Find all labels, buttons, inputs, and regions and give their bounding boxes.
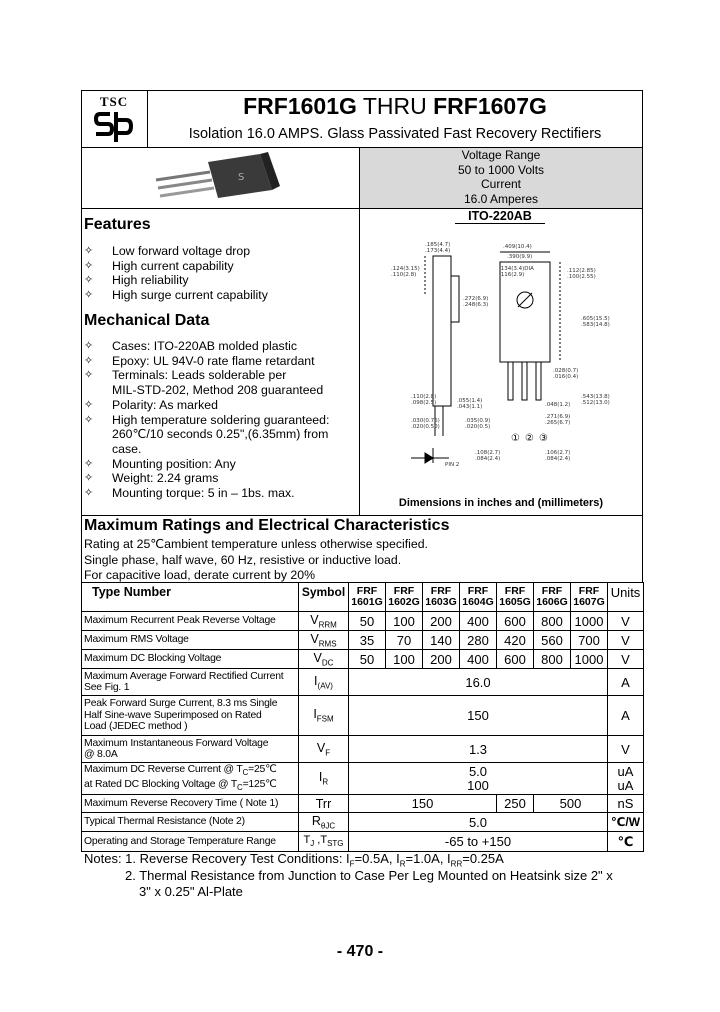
param-label: Maximum RMS Voltage	[82, 631, 299, 650]
current-label: Current	[480, 177, 521, 192]
list-item: MIL-STD-202, Method 208 guaranteed	[112, 383, 324, 398]
value-cell: 1000	[571, 650, 608, 669]
svg-text:.124(3.15): .124(3.15)	[391, 266, 420, 272]
voltage-range-value: 50 to 1000 Volts	[457, 162, 545, 177]
value-cell: 420	[497, 631, 534, 650]
symbol-cell: $I_{(AV)}$	[299, 669, 349, 696]
current-value: 16.0 Amperes	[463, 191, 539, 206]
unit-cell: uA uA	[608, 763, 644, 795]
svg-text:.110(2.8): .110(2.8)	[411, 394, 437, 400]
bullet-icon: ✧	[84, 340, 94, 352]
value-cell: 800	[534, 650, 571, 669]
param-label: Peak Forward Surge Current, 8.3 ms Single Half Sine-wave Superimposed on Rated Load (JEDEC method )	[82, 696, 299, 736]
package-name: ITO-220AB	[455, 209, 545, 224]
bullet-icon: ✧	[84, 245, 94, 257]
unit-cell: nS	[608, 795, 644, 813]
note-2-line-1: 2. Thermal Resistance from Junction to Case Per Leg Mounted on Heatsink size 2" x	[125, 868, 613, 883]
symbol-cell: $V_F$	[299, 736, 349, 763]
ratings-heading: Maximum Ratings and Electrical Characteristics	[84, 517, 450, 534]
pin-2-label: ②	[525, 433, 534, 444]
rating-note-2: Single phase, half wave, 60 Hz, resistive or inductive load.	[84, 553, 402, 567]
svg-text:.272(6.9): .272(6.9)	[463, 296, 489, 302]
model-header: FRF 1604G	[460, 583, 497, 612]
symbol-cell: $T_J$ $,T_{STG}$	[299, 832, 349, 852]
value-cell: 35	[349, 631, 386, 650]
param-label: Maximum Instantaneous Forward Voltage @ 8.0A	[82, 736, 299, 763]
svg-text:.390(9.9): .390(9.9)	[507, 254, 533, 260]
svg-text:.035(0.9): .035(0.9)	[465, 418, 491, 424]
title-part-thru: THRU	[356, 93, 434, 119]
symbol-header: Symbol	[299, 583, 349, 612]
list-item: ✧ Epoxy: UL 94V-0 rate flame retardant	[84, 353, 315, 368]
table-row	[82, 795, 644, 813]
table-row	[82, 813, 644, 832]
table-row	[82, 832, 644, 852]
svg-text:.100(2.55): .100(2.55)	[567, 274, 596, 280]
units-header: Units	[608, 583, 644, 612]
model-header: FRF 1601G	[349, 583, 386, 612]
product-photo	[150, 150, 290, 206]
symbol-cell: $I_R$	[299, 763, 349, 795]
svg-text:.248(6.3): .248(6.3)	[463, 302, 489, 308]
logo-mark-icon	[94, 110, 134, 144]
svg-text:.543(13.8): .543(13.8)	[581, 394, 610, 400]
svg-text:PIN 2: PIN 2	[445, 462, 460, 468]
unit-cell: V	[608, 650, 644, 669]
param-label: Maximum Reverse Recovery Time ( Note 1)	[82, 795, 299, 813]
ratings-table	[81, 582, 644, 852]
svg-text:.028(0.7): .028(0.7)	[553, 368, 579, 374]
svg-text:.110(2.8): .110(2.8)	[391, 272, 417, 278]
value-cell: 5.0	[349, 813, 608, 832]
note-1: Notes: 1. Reverse Recovery Test Conditions: $I_F=0.5A$, $I_R=1.0A$, $I_{RR}=0.25A$	[84, 851, 504, 869]
company-logo	[83, 92, 145, 146]
value-cell: 800	[534, 612, 571, 631]
pin-3-label: ③	[539, 433, 548, 444]
title-part-start: FRF1601G	[243, 93, 357, 119]
value-cell: 1000	[571, 612, 608, 631]
svg-text:.605(15.5): .605(15.5)	[581, 316, 610, 322]
unit-cell: A	[608, 669, 644, 696]
value-cell: 5.0 100	[349, 763, 608, 795]
param-label: Maximum Average Forward Rectified Current See Fig. 1	[82, 669, 299, 696]
unit-cell: ℃/W	[608, 813, 644, 832]
title-part-end: FRF1607G	[433, 93, 547, 119]
param-label: Maximum DC Reverse Current @ $T_C=25℃$ at Rated DC Blocking Voltage @ $T_C=125℃$	[82, 763, 299, 795]
value-cell: 150	[349, 696, 608, 736]
table-row	[82, 763, 644, 795]
list-item: ✧ Weight: 2.24 grams	[84, 471, 219, 486]
list-item: ✧ High surge current capability	[84, 288, 268, 303]
list-item: case.	[112, 441, 142, 456]
list-item: ✧ High current capability	[84, 258, 234, 273]
list-item: ✧ High temperature soldering guaranteed:	[84, 412, 330, 427]
svg-text:.265(6.7): .265(6.7)	[545, 420, 571, 426]
value-cell: 1.3	[349, 736, 608, 763]
unit-cell: ℃	[608, 832, 644, 852]
svg-text:.116(2.9): .116(2.9)	[499, 272, 525, 278]
svg-text:.409(10.4): .409(10.4)	[503, 244, 532, 250]
symbol-cell: $V_{RRM}$	[299, 612, 349, 631]
unit-cell: V	[608, 631, 644, 650]
table-row	[82, 650, 644, 669]
value-cell: -65 to +150	[349, 832, 608, 852]
symbol-cell: $R_{\theta JC}$	[299, 813, 349, 832]
bullet-icon: ✧	[84, 259, 94, 272]
svg-text:.583(14.8): .583(14.8)	[581, 322, 610, 328]
model-header: FRF 1602G	[386, 583, 423, 612]
table-row	[82, 696, 644, 736]
list-item: 260℃/10 seconds 0.25",(6.35mm) from	[112, 427, 329, 442]
model-header: FRF 1606G	[534, 583, 571, 612]
table-row	[82, 669, 644, 696]
value-cell: 70	[386, 631, 423, 650]
svg-text:.098(2.5): .098(2.5)	[411, 400, 437, 406]
table-row	[82, 736, 644, 763]
svg-text:.134(3.4)DIA: .134(3.4)DIA	[499, 266, 534, 272]
rating-note-3: For capacitive load, derate current by 20%	[84, 568, 316, 582]
value-cell: 100	[386, 612, 423, 631]
param-label: Operating and Storage Temperature Range	[82, 832, 299, 852]
unit-cell: A	[608, 696, 644, 736]
value-cell: 250	[497, 795, 534, 813]
svg-text:.173(4.4): .173(4.4)	[425, 248, 451, 254]
symbol-cell: $V_{RMS}$	[299, 631, 349, 650]
param-label: Maximum Recurrent Peak Reverse Voltage	[82, 612, 299, 631]
svg-text:.512(13.0): .512(13.0)	[581, 400, 610, 406]
bullet-icon: ✧	[84, 369, 94, 382]
list-item: ✧ Cases: ITO-220AB molded plastic	[84, 339, 297, 353]
mechanical-list	[84, 339, 329, 501]
svg-text:.106(2.7): .106(2.7)	[545, 450, 571, 456]
mechanical-heading: Mechanical Data	[84, 312, 210, 329]
list-item: ✧ Low forward voltage drop	[84, 244, 251, 258]
rating-note-1: Rating at 25℃ambient temperature unless otherwise specified.	[84, 537, 428, 551]
column-divider	[359, 208, 360, 516]
symbol-cell: Trr	[299, 795, 349, 813]
bullet-icon: ✧	[84, 413, 94, 426]
value-cell: 140	[423, 631, 460, 650]
param-label: Maximum DC Blocking Voltage	[82, 650, 299, 669]
list-item: ✧ Terminals: Leads solderable per	[84, 368, 287, 383]
list-item: ✧ Mounting position: Any	[84, 456, 236, 471]
value-cell: 560	[534, 631, 571, 650]
pin-1-label: ①	[511, 433, 520, 444]
svg-text:.030(0.76): .030(0.76)	[411, 418, 440, 424]
svg-text:.020(0.50): .020(0.50)	[411, 424, 440, 430]
features-list	[84, 244, 268, 303]
package-dimension-drawing	[385, 236, 635, 472]
value-cell: 100	[386, 650, 423, 669]
svg-text:.055(1.4): .055(1.4)	[457, 398, 483, 404]
type-number-header: Type Number	[82, 583, 299, 612]
note-2-line-2: 3" x 0.25" Al-Plate	[139, 884, 243, 899]
bullet-icon: ✧	[84, 457, 94, 470]
svg-text:.271(6.9): .271(6.9)	[545, 414, 571, 420]
bullet-icon: ✧	[84, 354, 94, 367]
unit-cell: V	[608, 736, 644, 763]
symbol-cell: $V_{DC}$	[299, 650, 349, 669]
svg-text:.048(1.2): .048(1.2)	[545, 402, 571, 408]
svg-text:.016(0.4): .016(0.4)	[553, 374, 579, 380]
page-subtitle: Isolation 16.0 AMPS. Glass Passivated Fast Recovery Rectifiers	[188, 126, 602, 142]
page-title	[148, 92, 642, 120]
table-row	[82, 631, 644, 650]
table-row	[82, 612, 644, 631]
bullet-icon: ✧	[84, 398, 94, 411]
svg-text:.043(1.1): .043(1.1)	[457, 404, 483, 410]
value-cell: 150	[349, 795, 497, 813]
list-item: ✧ Polarity: As marked	[84, 397, 218, 412]
value-cell: 500	[534, 795, 608, 813]
bullet-icon: ✧	[84, 472, 94, 485]
value-cell: 400	[460, 612, 497, 631]
value-cell: 280	[460, 631, 497, 650]
summary-box	[360, 148, 642, 208]
svg-text:.185(4.7): .185(4.7)	[425, 242, 451, 248]
list-item: ✧ Mounting torque: 5 in – 1bs. max.	[84, 486, 295, 501]
value-cell: 50	[349, 612, 386, 631]
bullet-icon: ✧	[84, 487, 94, 500]
value-cell: 200	[423, 650, 460, 669]
value-cell: 200	[423, 612, 460, 631]
bullet-icon: ✧	[84, 274, 94, 287]
value-cell: 600	[497, 650, 534, 669]
svg-text:S: S	[238, 172, 245, 183]
value-cell: 50	[349, 650, 386, 669]
symbol-cell: $I_{FSM}$	[299, 696, 349, 736]
unit-cell: V	[608, 612, 644, 631]
value-cell: 400	[460, 650, 497, 669]
list-item: ✧ High reliability	[84, 273, 189, 288]
features-heading: Features	[84, 216, 151, 233]
model-header: FRF 1603G	[423, 583, 460, 612]
table-header-row	[82, 583, 644, 612]
dimensions-caption: Dimensions in inches and (millimeters)	[398, 497, 604, 509]
svg-text:.084(2.4): .084(2.4)	[475, 456, 501, 462]
svg-text:.108(2.7): .108(2.7)	[475, 450, 501, 456]
value-cell: 16.0	[349, 669, 608, 696]
svg-text:.084(2.4): .084(2.4)	[545, 456, 571, 462]
param-label: Typical Thermal Resistance (Note 2)	[82, 813, 299, 832]
voltage-range-label: Voltage Range	[461, 148, 541, 162]
value-cell: 600	[497, 612, 534, 631]
model-header: FRF 1607G	[571, 583, 608, 612]
svg-text:.020(0.5): .020(0.5)	[465, 424, 491, 430]
logo-text: TSC	[99, 94, 129, 109]
bullet-icon: ✧	[84, 289, 94, 302]
value-cell: 700	[571, 631, 608, 650]
svg-text:.112(2.85): .112(2.85)	[567, 268, 596, 274]
model-header: FRF 1605G	[497, 583, 534, 612]
page-number: - 470 -	[336, 943, 384, 960]
